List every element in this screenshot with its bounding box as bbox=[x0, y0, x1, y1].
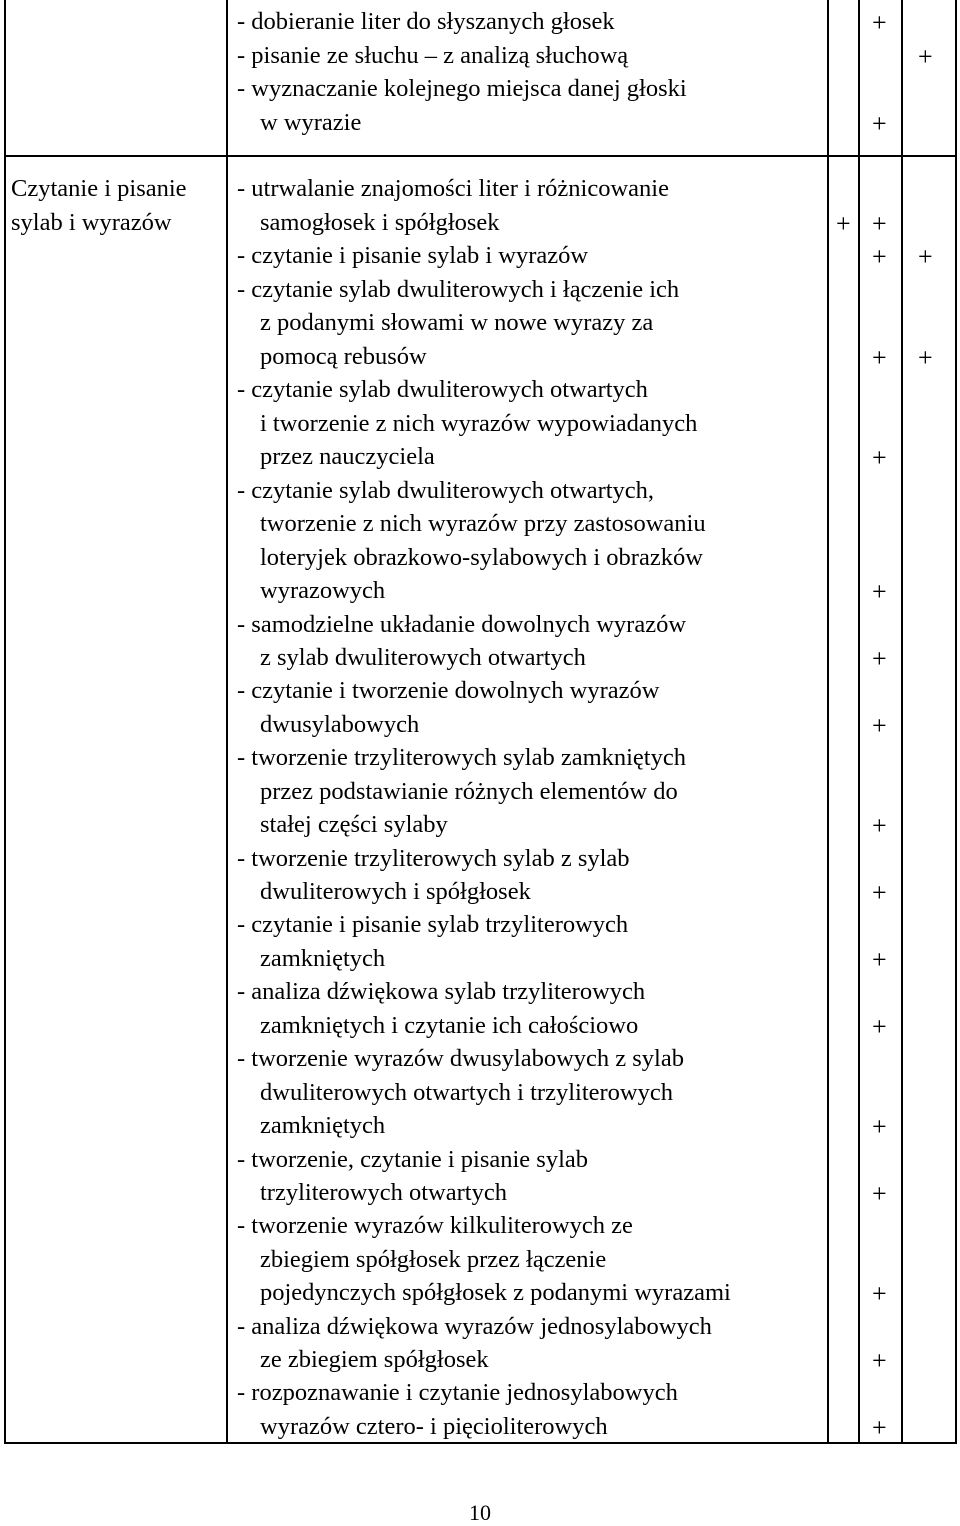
plus-mark: + bbox=[872, 443, 887, 472]
plus-mark: + bbox=[872, 1112, 887, 1141]
list-item-continuation: pomocą rebusów bbox=[260, 343, 427, 370]
list-item-continuation: z sylab dwuliterowych otwartych bbox=[260, 644, 586, 671]
topic-title: sylab i wyrazów bbox=[11, 209, 172, 236]
plus-mark: + bbox=[872, 109, 887, 138]
list-item: - rozpoznawanie i czytanie jednosylabowych bbox=[237, 1379, 678, 1406]
table-border-topic bbox=[226, 0, 228, 1444]
plus-mark: + bbox=[872, 343, 887, 372]
list-item-continuation: loteryjek obrazkowo-sylabowych i obrazków bbox=[260, 544, 703, 571]
plus-mark: + bbox=[872, 1179, 887, 1208]
plus-mark: + bbox=[872, 1346, 887, 1375]
page-number: 10 bbox=[469, 1500, 491, 1525]
table-border-col5 bbox=[901, 0, 903, 1444]
list-item-continuation: dwuliterowych i spółgłosek bbox=[260, 878, 531, 905]
list-item: - tworzenie, czytanie i pisanie sylab bbox=[237, 1146, 589, 1173]
table-border-content bbox=[827, 0, 829, 1444]
plus-mark: + bbox=[872, 945, 887, 974]
plus-mark: + bbox=[918, 242, 933, 271]
plus-mark: + bbox=[872, 1279, 887, 1308]
list-item: - pisanie ze słuchu – z analizą słuchową bbox=[237, 42, 629, 69]
list-item-continuation: trzyliterowych otwartych bbox=[260, 1179, 507, 1206]
table-border-bottom bbox=[4, 1442, 957, 1444]
list-item: - tworzenie wyrazów dwusylabowych z sylab bbox=[237, 1045, 684, 1072]
list-item: - samodzielne układanie dowolnych wyrazów bbox=[237, 611, 687, 638]
plus-mark: + bbox=[872, 1012, 887, 1041]
topic-title: Czytanie i pisanie bbox=[11, 175, 187, 202]
plus-mark: + bbox=[872, 8, 887, 37]
list-item-continuation: dwusylabowych bbox=[260, 711, 420, 738]
plus-mark: + bbox=[872, 209, 887, 238]
list-item-continuation: w wyrazie bbox=[260, 109, 362, 136]
list-item: - czytanie sylab dwuliterowych i łączenie ich bbox=[237, 276, 680, 303]
plus-mark: + bbox=[918, 343, 933, 372]
list-item: - utrwalanie znajomości liter i różnicowanie bbox=[237, 175, 669, 202]
list-item: - tworzenie wyrazów kilkuliterowych ze bbox=[237, 1212, 633, 1239]
plus-mark: + bbox=[872, 1413, 887, 1442]
plus-mark: + bbox=[872, 644, 887, 673]
list-item: - czytanie sylab dwuliterowych otwartych, bbox=[237, 477, 655, 504]
list-item-continuation: przez nauczyciela bbox=[260, 443, 435, 470]
list-item: - tworzenie trzyliterowych sylab zamkniętych bbox=[237, 744, 686, 771]
row-separator bbox=[4, 155, 957, 157]
list-item-continuation: wyrazowych bbox=[260, 577, 386, 604]
list-item-continuation: i tworzenie z nich wyrazów wypowiadanych bbox=[260, 410, 698, 437]
list-item-continuation: zbiegiem spółgłosek przez łączenie bbox=[260, 1246, 607, 1273]
plus-mark: + bbox=[836, 209, 851, 238]
list-item-continuation: z podanymi słowami w nowe wyrazy za bbox=[260, 309, 654, 336]
list-item: - tworzenie trzyliterowych sylab z sylab bbox=[237, 845, 630, 872]
list-item: - czytanie i pisanie sylab trzyliterowych bbox=[237, 911, 629, 938]
table-border-left bbox=[4, 0, 6, 1444]
list-item-continuation: przez podstawianie różnych elementów do bbox=[260, 778, 678, 805]
plus-mark: + bbox=[918, 42, 933, 71]
list-item-continuation: wyrazów cztero- i pięcioliterowych bbox=[260, 1413, 608, 1440]
list-item: - analiza dźwiękowa wyrazów jednosylabowych bbox=[237, 1313, 712, 1340]
plus-mark: + bbox=[872, 811, 887, 840]
list-item-continuation: samogłosek i spółgłosek bbox=[260, 209, 500, 236]
list-item: - czytanie i tworzenie dowolnych wyrazów bbox=[237, 677, 660, 704]
list-item-continuation: zamkniętych i czytanie ich całościowo bbox=[260, 1012, 639, 1039]
table-border-col4 bbox=[858, 0, 860, 1444]
plus-mark: + bbox=[872, 577, 887, 606]
list-item-continuation: zamkniętych bbox=[260, 1112, 386, 1139]
list-item-continuation: tworzenie z nich wyrazów przy zastosowaniu bbox=[260, 510, 706, 537]
plus-mark: + bbox=[872, 878, 887, 907]
list-item: - czytanie i pisanie sylab i wyrazów bbox=[237, 242, 589, 269]
list-item: - wyznaczanie kolejnego miejsca danej głoski bbox=[237, 75, 687, 102]
list-item-continuation: zamkniętych bbox=[260, 945, 386, 972]
list-item-continuation: ze zbiegiem spółgłosek bbox=[260, 1346, 489, 1373]
plus-mark: + bbox=[872, 242, 887, 271]
table-border-right bbox=[955, 0, 957, 1444]
list-item-continuation: pojedynczych spółgłosek z podanymi wyrazami bbox=[260, 1279, 731, 1306]
list-item: - analiza dźwiękowa sylab trzyliterowych bbox=[237, 978, 646, 1005]
list-item-continuation: dwuliterowych otwartych i trzyliterowych bbox=[260, 1079, 673, 1106]
list-item-continuation: stałej części sylaby bbox=[260, 811, 448, 838]
plus-mark: + bbox=[872, 711, 887, 740]
list-item: - dobieranie liter do słyszanych głosek bbox=[237, 8, 615, 35]
list-item: - czytanie sylab dwuliterowych otwartych bbox=[237, 376, 648, 403]
